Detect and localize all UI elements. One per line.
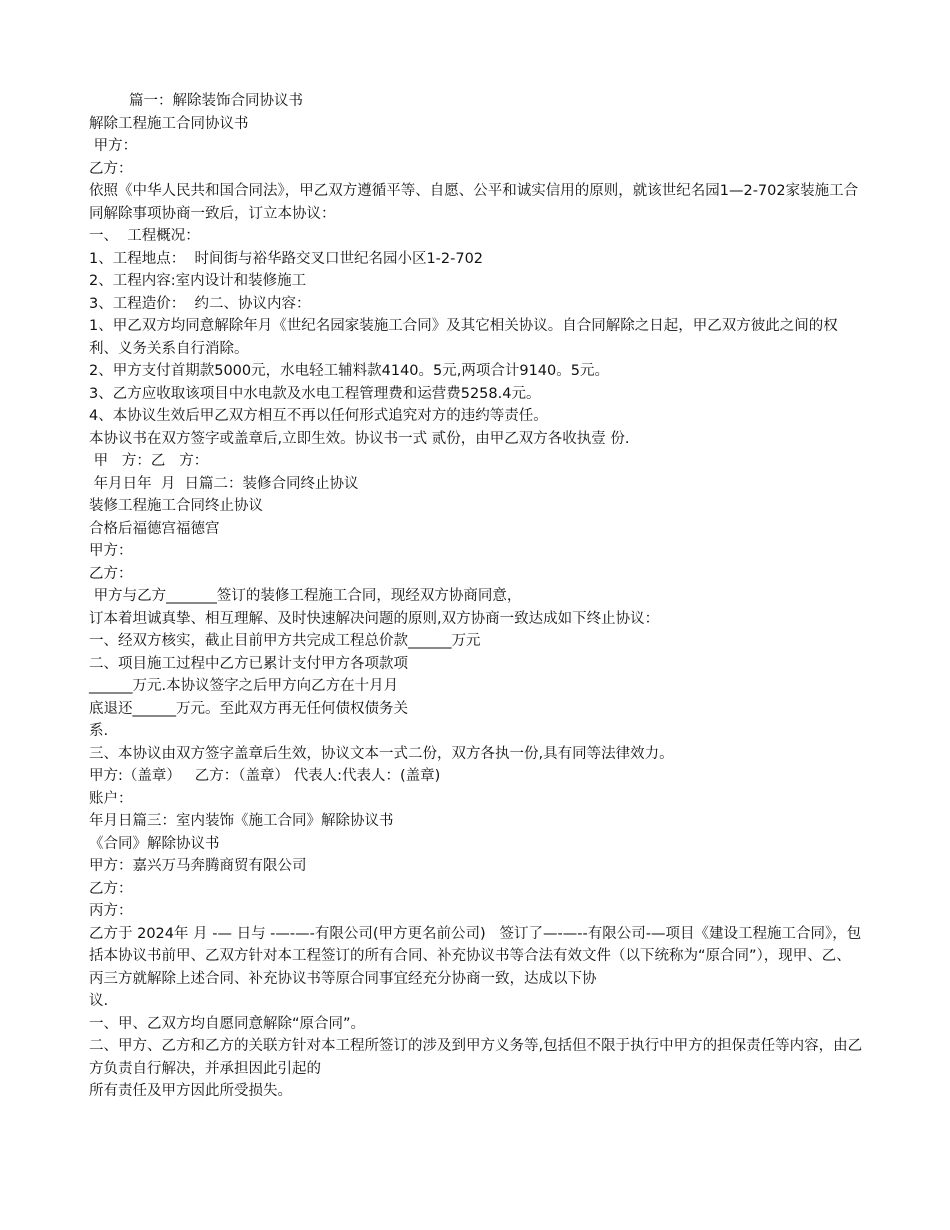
paragraph: 1、工程地点： 时间街与裕华路交叉口世纪名园小区1-2-702 <box>89 250 484 267</box>
document-body <box>89 90 864 1103</box>
paragraph: 系. <box>89 723 109 739</box>
paragraph: 二、甲方、乙方和乙方的关联方针对本工程所签订的涉及到甲方义务等,包括但不限于执行中甲方的担保责任等内容，由乙方负责自行解决，并承担因此引起的 <box>89 1038 863 1077</box>
paragraph: 3、工程造价： 约二、协议内容： <box>89 295 311 312</box>
paragraph: 依照《中华人民共和国合同法》，甲乙双方遵循平等、自愿、公平和诚实信用的原则，就该世纪名园1—2-702家装施工合同解除事项协商一致后，订立本协议： <box>89 183 859 222</box>
paragraph: 甲方与乙方_______签订的装修工程施工合同，现经双方协商同意， <box>89 588 522 604</box>
heading: 解除工程施工合同协议书 <box>89 115 249 132</box>
party-line: 乙方： <box>89 565 133 582</box>
party-line: 甲方： <box>89 543 133 559</box>
paragraph: 账户： <box>89 790 133 807</box>
paragraph: 订本着坦诚真挚、相互理解、及时快速解决问题的原则,双方协商一致达成如下终止协议： <box>89 610 660 627</box>
paragraph: 三、本协议由双方签字盖章后生效，协议文本一式二份，双方各执一份,具有同等法律效力。 <box>89 745 674 762</box>
paragraph: 底退还______万元。至此双方再无任何债权债务关 <box>89 700 408 717</box>
paragraph: 一、 工程概况： <box>89 228 200 244</box>
party-line: 丙方： <box>89 903 133 919</box>
paragraph: 议. <box>89 993 109 1009</box>
party-line: 甲方： <box>89 138 138 154</box>
paragraph: 本协议书在双方签字或盖章后,立即生效。协议书一式 贰份，由甲乙双方各收执壹 份. <box>89 430 630 447</box>
paragraph: 3、乙方应收取该项目中水电款及水电工程管理费和运营费5258.4元。 <box>89 385 541 402</box>
paragraph: 1、甲乙双方均同意解除年月《世纪名园家装施工合同》及其它相关协议。自合同解除之日起，甲乙双方彼此之间的权利、义务关系自行消除。 <box>89 318 838 357</box>
signature-line: 甲 方：乙 方： <box>89 453 209 469</box>
section-title-1: 篇一：解除装饰合同协议书 <box>129 93 303 109</box>
paragraph: ______万元.本协议签字之后甲方向乙方在十月月 <box>89 678 399 694</box>
paragraph: 所有责任及甲方因此所受损失。 <box>89 1083 292 1099</box>
heading: 《合同》解除协议书 <box>89 835 220 852</box>
party-line: 乙方： <box>89 880 133 897</box>
party-line: 甲方：嘉兴万马奔腾商贸有限公司 <box>89 858 307 874</box>
paragraph: 2、工程内容:室内设计和装修施工 <box>89 273 307 289</box>
date-line: 年月日篇三：室内装饰《施工合同》解除协议书 <box>89 813 394 829</box>
paragraph: 一、经双方核实，截止目前甲方共完成工程总价款______万元 <box>89 633 481 649</box>
paragraph: 乙方于 2024年 月 -— 日与 -—-—-有限公司(甲方更名前公司) 签订了—-—--有限公司-—项目《建设工程施工合同》，包括本协议书前甲、乙双方针对本工程签订的所有合同、补充协议书等合法有效文件（以下统称为“原合同”），现甲、乙、丙三方就解除上述合同、补充协议书等原合同事宜经充分协商一致，达成以下协 <box>89 925 862 987</box>
paragraph: 二、项目施工过程中乙方已累计支付甲方各项款项 <box>89 655 408 672</box>
paragraph: 2、甲方支付首期款5000元，水电轻工辅料款4140。5元,两项合计9140。5元。 <box>89 363 609 379</box>
party-line: 乙方： <box>89 160 133 177</box>
heading: 装修工程施工合同终止协议 <box>89 498 263 514</box>
signature-line: 甲方:（盖章） 乙方：（盖章） 代表人:代表人：(盖章) <box>89 768 441 784</box>
paragraph: 一、甲、乙双方均自愿同意解除“原合同”。 <box>89 1015 366 1032</box>
paragraph: 4、本协议生效后甲乙双方相互不再以任何形式追究对方的违约等责任。 <box>89 408 548 424</box>
date-line: 年月日年 月 日篇二：装修合同终止协议 <box>89 475 359 492</box>
paragraph: 合格后福德宫福德宫 <box>89 520 220 537</box>
